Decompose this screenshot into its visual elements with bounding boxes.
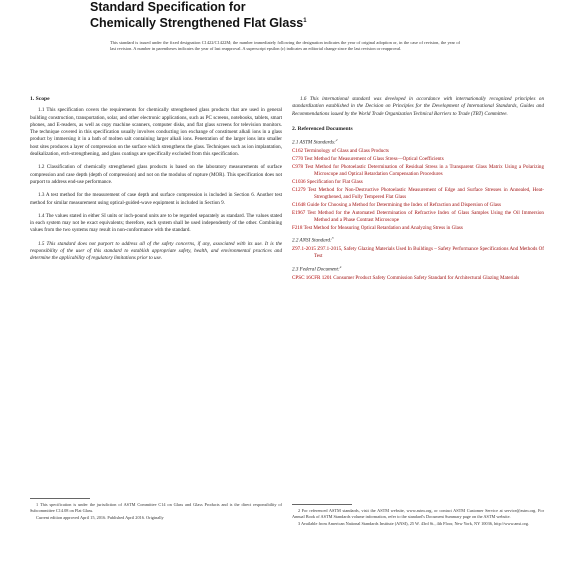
scope-para-1-5: 1.5 This standard does not purport to address all of the safety concerns, if any, associated with its use. It is the responsibility of the user of this standard to establish appropriate safety, health, and environmental practices and determine the applicability of regulatory limitations prior to use. [30, 240, 282, 262]
footnote-rule-left [30, 498, 90, 499]
federal-reference-item[interactable]: CPSC 16CFR 1201 Consumer Product Safety Commission Safety Standard for Architectural Glazing Materials [292, 274, 520, 281]
federal-document-label: 2.3 Federal Document:$^4$ [292, 264, 342, 273]
scope-para-1-6: 1.6 This international standard was developed in accordance with internationally recognized principles on standardization established in the Decision on Principles for the Development of International Standards, Guides and Recommendations issued by the World Trade Organization Technical Barriers to Trade (TBT) Committee. [292, 96, 544, 117]
designation-notice: This standard is issued under the fixed designation C1422/C1422M; the number immediately following the designation indicates the year of original adoption or, in the case of revision, the year of last revision. A number in parentheses indicates the year of last reapproval. A superscript epsilon (ε) indicates an editorial change since the last revision or reapproval. [110, 40, 460, 51]
reference-item[interactable]: C162 Terminology of Glass and Glass Products [292, 148, 389, 155]
scope-para-1-1: 1.1 This specification covers the requirements for chemically strengthened glass products that are used in general building construction, transportation, solar, and other electronic applications, such as PC screens, notebooks, tablets, smart phones, and E-readers, as well as copy machine scanners, computer disks, and flat glass screens for television monitors. The technique covered in this specification usually involves conducting ion exchange of constituent alkali ions in a glass product by immersing it in a bath of molten salt containing larger alkali ions. Penetration of the larger ions into smaller host sites produces a layer of compression on the surface which strengthens the glass. Techniques such as ion implantation, dealkalization, etch-strengthening, and glass coatings are specifically excluded from this specification. [30, 107, 282, 158]
scope-para-1-2: 1.2 Classification of chemically strengthened glass products is based on the laboratory measurements of surface compression and case depth (depth of compression) and not on the modulus of rupture (MOR). This specification does not purport to address end-use performance. [30, 164, 282, 185]
footnote-rule-right [292, 504, 352, 505]
footnote-3: 3 Available from American National Standards Institute (ANSI), 25 W. 43rd St., 4th Floor, New York, NY 10036, http://www.ansi.org. [298, 521, 530, 526]
reference-item[interactable]: E1967 Test Method for the Automated Determination of Refractive Index of Glass Samples Using the Oil Immersion Method and a Phase Contrast Microscope [292, 209, 544, 223]
title-line-2: Chemically Strengthened Flat Glass$^1$ [90, 16, 307, 31]
footnote-2: 2 For referenced ASTM standards, visit the ASTM website, www.astm.org, or contact ASTM Customer Service at service@astm.org. For Annual Book of ASTM Standards volume information, refer to the standard's Document Summary page on the ASTM website. [292, 508, 544, 519]
footnote-edition: Current edition approved April 15, 2016. Published April 2016. Originally [36, 515, 164, 520]
reference-item[interactable]: C978 Test Method for Photoelastic Determination of Residual Stress in a Transparent Glass Matrix Using a Polarizing Microscope and Optical Retardation Compensation Procedures [292, 163, 544, 178]
references-heading: 2. Referenced Documents [292, 125, 353, 132]
footnotes-left [30, 502, 282, 523]
footnotes-right [292, 508, 544, 529]
footnote-1: 1 This specification is under the jurisdiction of ASTM Committee C14 on Glass and Glass Products and is the direct responsibility of Subcommittee C14.08 on Flat Glass. [30, 502, 282, 513]
right-column [292, 96, 544, 282]
reference-item[interactable]: C1648 Guide for Choosing a Method for Determining the Index of Refraction and Dispersion of Glass [292, 201, 501, 208]
title-line-1: Standard Specification for [90, 0, 246, 14]
reference-item[interactable]: C770 Test Method for Measurement of Glass Stress—Optical Coefficients [292, 155, 444, 162]
scope-para-1-3: 1.3 A test method for the measurement of case depth and surface compression is included in Section 6. Another test method for similar measurement using optical-guided-wave equipment is included in Section 9. [30, 192, 282, 206]
scope-heading: 1. Scope [30, 96, 50, 102]
document-title [90, 0, 520, 30]
ansi-standard-label: 2.2 ANSI Standard:$^3$ [292, 235, 334, 244]
reference-item[interactable]: C1036 Specification for Flat Glass [292, 178, 363, 185]
astm-standards-label: 2.1 ASTM Standards:$^2$ [292, 138, 338, 146]
left-column [30, 96, 282, 269]
reference-item[interactable]: F218 Test Method for Measuring Optical Retardation and Analyzing Stress in Glass [292, 224, 463, 231]
astm-reference-list [292, 148, 544, 232]
reference-item[interactable]: C1279 Test Method for Non-Destructive Photoelastic Measurement of Edge and Surface Stresses in Annealed, Heat-Strengthened, and Fully Tempered Flat Glass [292, 186, 544, 200]
scope-para-1-4: 1.4 The values stated in either SI units or inch-pound units are to be regarded separately as standard. The values stated in each system may not be exact equivalents; therefore, each system shall be used independently of the other. Combining values from the two systems may result in non-conformance with the standard. [30, 212, 282, 234]
ansi-reference-item[interactable]: Z97.1-2015 Z97.1-2015, Safety Glazing Materials Used In Buildings – Safety Performance Specifications And Methods Of Test [292, 245, 544, 260]
